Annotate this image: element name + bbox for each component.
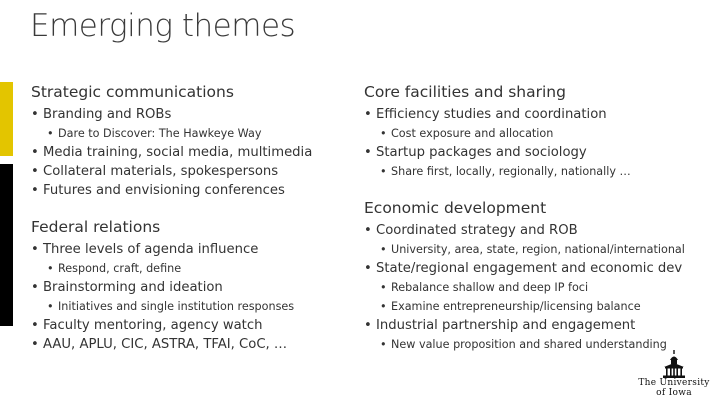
theme-section	[364, 198, 714, 354]
sub-bullet-item: • Cost exposure and allocation	[364, 124, 714, 143]
section-heading: Strategic communications	[31, 83, 234, 101]
gold-accent-bar	[0, 82, 13, 156]
logo-text-line2: of Iowa	[656, 388, 692, 398]
university-logo	[634, 350, 714, 400]
bullet-item: • Media training, social media, multimedia	[31, 143, 341, 162]
logo-text-line1: The University	[638, 378, 710, 388]
sub-bullet-item: • Initiatives and single institution responses	[31, 297, 341, 316]
section-heading: Economic development	[364, 199, 547, 217]
sub-bullet-item: • Respond, craft, define	[31, 259, 341, 278]
sub-bullet-item: • University, area, state, region, national/international	[364, 240, 714, 259]
bullet-item: • Coordinated strategy and ROB	[364, 221, 714, 240]
theme-section	[31, 82, 341, 200]
sub-bullet-item: • Dare to Discover: The Hawkeye Way	[31, 124, 341, 143]
bullet-item: • AAU, APLU, CIC, ASTRA, TFAI, CoC, …	[31, 335, 341, 354]
left-column	[31, 82, 341, 371]
black-accent-bar	[0, 164, 13, 326]
bullet-item: • Brainstorming and ideation	[31, 278, 341, 297]
sub-bullet-item: • Rebalance shallow and deep IP foci	[364, 278, 714, 297]
section-heading: Core facilities and sharing	[364, 83, 566, 101]
old-capitol-icon	[661, 350, 687, 378]
bullet-item: • State/regional engagement and economic dev	[364, 259, 714, 278]
bullet-item: • Futures and envisioning conferences	[31, 181, 341, 200]
bullet-item: • Collateral materials, spokespersons	[31, 162, 341, 181]
sub-bullet-item: • Share first, locally, regionally, nationally …	[364, 162, 714, 181]
bullet-item: • Startup packages and sociology	[364, 143, 714, 162]
theme-section	[364, 82, 714, 181]
theme-section	[31, 217, 341, 354]
section-heading: Federal relations	[31, 218, 161, 236]
bullet-item: • Faculty mentoring, agency watch	[31, 316, 341, 335]
bullet-item: • Branding and ROBs	[31, 105, 341, 124]
slide-title: Emerging themes	[30, 8, 296, 44]
right-column	[364, 82, 714, 371]
bullet-item: • Efficiency studies and coordination	[364, 105, 714, 124]
sub-bullet-item: • Examine entrepreneurship/licensing balance	[364, 297, 714, 316]
sub-bullet-item: • New value proposition and shared understanding	[364, 335, 714, 354]
bullet-item: • Three levels of agenda influence	[31, 240, 341, 259]
bullet-item: • Industrial partnership and engagement	[364, 316, 714, 335]
